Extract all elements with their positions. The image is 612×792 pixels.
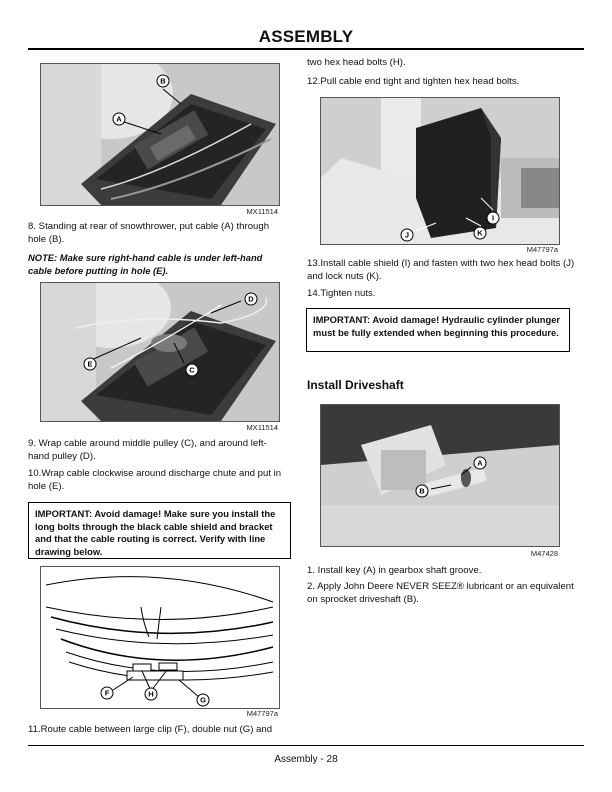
callout-j: J [404, 230, 410, 240]
important-notice-hydraulic: IMPORTANT: Avoid damage! Hydraulic cylinder plunger must be fully extended when beginning this procedure. [306, 308, 570, 352]
callout-f: F [104, 688, 110, 698]
callout-c: C [189, 365, 195, 375]
step-12: 12.Pull cable end tight and tighten hex head bolts. [307, 76, 520, 87]
figure-5-illustration [321, 405, 559, 546]
callout-h: H [148, 689, 154, 699]
callout-g: G [200, 695, 206, 705]
footer-rule [28, 745, 584, 746]
callout-d: D [248, 294, 254, 304]
figure-id: M47797a [526, 245, 558, 254]
step-9: 9. Wrap cable around middle pulley (C), and around left-hand pulley (D). [28, 438, 267, 462]
step-14: 14.Tighten nuts. [307, 288, 376, 299]
figure-cable-through-hole [40, 63, 280, 206]
step-11-continued: two hex head bolts (H). [307, 57, 406, 68]
figure-cable-line-drawing [40, 566, 280, 709]
important-notice-cable-shield: IMPORTANT: Avoid damage! Make sure you install the long bolts through the black cable shield and bracket and that the cable routing is correct. Verify with line drawing below. [28, 502, 291, 559]
step-8: 8. Standing at rear of snowthrower, put cable (A) through hole (B). [28, 221, 270, 245]
figure-cable-shield-installed [320, 97, 560, 245]
note: NOTE: Make sure right-hand cable is under left-hand cable before putting in hole (E). [28, 252, 263, 276]
figure-3-illustration [41, 567, 279, 708]
callout-a: A [477, 458, 483, 468]
figure-id: M47797a [246, 709, 278, 718]
callout-b: B [160, 76, 166, 86]
figure-id: MX11514 [246, 207, 278, 216]
step-11: 11.Route cable between large clip (F), double nut (G) and [28, 724, 273, 735]
page-number: Assembly - 28 [274, 754, 338, 765]
figure-4-illustration [321, 98, 559, 244]
figure-id: M47428 [530, 549, 558, 558]
step-13: 13.Install cable shield (I) and fasten with two hex head bolts (J) and lock nuts (K). [307, 258, 575, 282]
callout-e: E [87, 359, 93, 369]
figure-id: MX11514 [246, 423, 278, 432]
callout-k: K [477, 228, 483, 238]
driveshaft-step-2: 2. Apply John Deere NEVER SEEZ® lubricant or an equivalent on sprocket driveshaft (B). [307, 581, 574, 605]
figure-2-illustration [41, 283, 279, 421]
step-10: 10.Wrap cable clockwise around discharge chute and put in hole (E). [28, 468, 282, 492]
figure-cable-routing-pulleys [40, 282, 280, 422]
section-heading-install-driveshaft: Install Driveshaft [307, 378, 404, 392]
callout-b: B [419, 486, 425, 496]
header-rule [28, 48, 584, 50]
page-title: ASSEMBLY [258, 27, 354, 46]
figure-1-illustration [41, 64, 279, 205]
figure-driveshaft [320, 404, 560, 547]
callout-i: I [491, 213, 495, 223]
callout-a: A [116, 114, 122, 124]
driveshaft-step-1: 1. Install key (A) in gearbox shaft groove. [307, 565, 482, 576]
